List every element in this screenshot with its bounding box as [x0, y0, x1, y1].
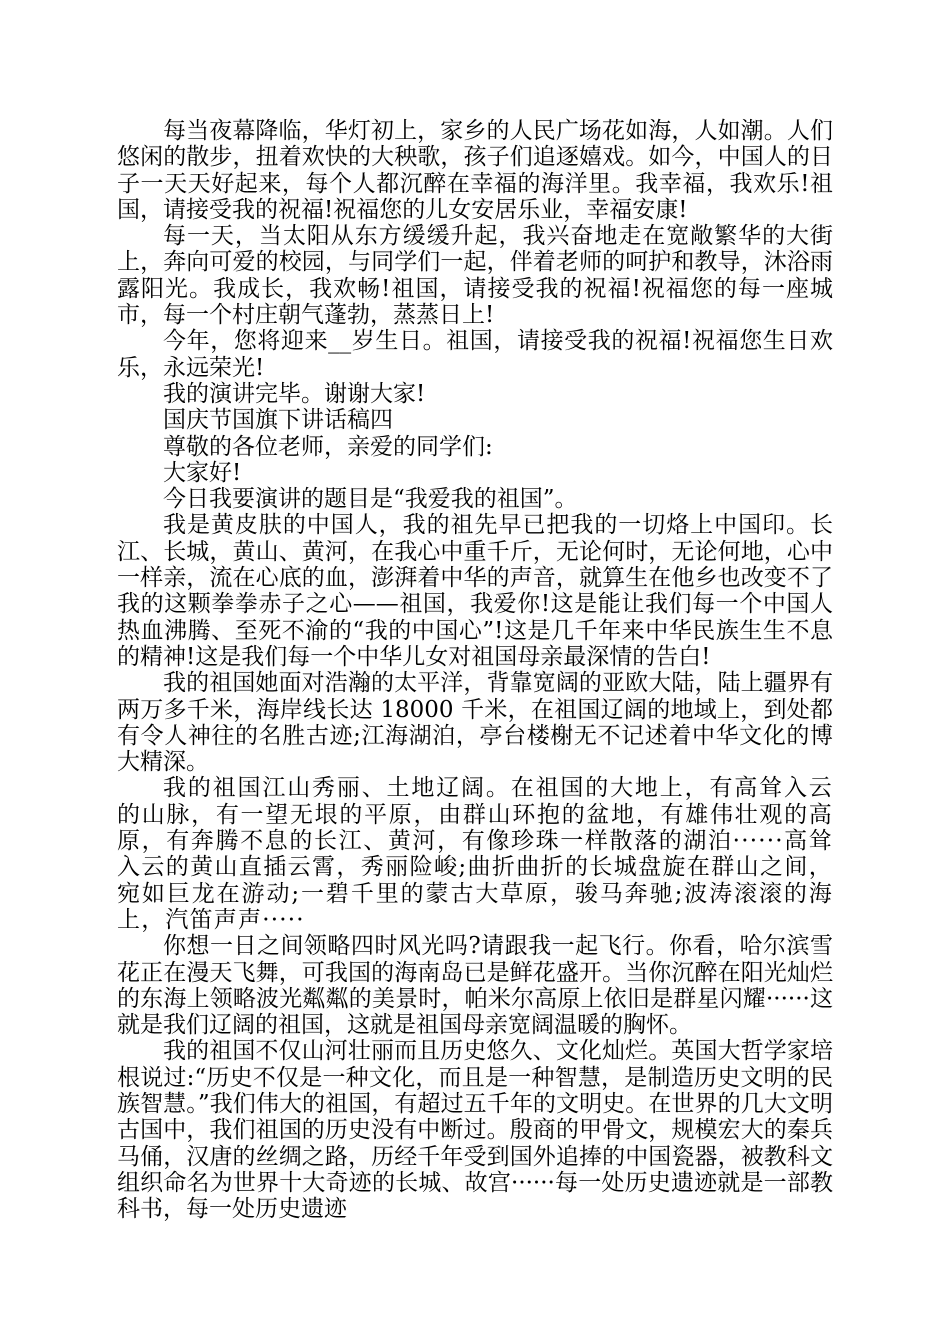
salutation: 尊敬的各位老师，亲爱的同学们:	[163, 433, 493, 460]
paragraph: 你想一日之间领略四时风光吗?请跟我一起飞行。你看，哈尔滨雪花正在漫天飞舞，可我国的海南岛已是鲜花盛开。当你沉醉在阳光灿烂的东海上领略波光粼粼的美景时，帕米尔高原上依旧是群星闪耀······这就是我们辽阔的祖国，这就是祖国母亲宽阔温暖的胸怀。	[117, 933, 833, 1039]
paragraph: 每一天，当太阳从东方缓缓升起，我兴奋地走在宽敞繁华的大街上，奔向可爱的校园，与同学们一起，伴着老师的呵护和教导，沐浴雨露阳光。我成长，我欢畅!祖国，请接受我的祝福!祝福您的每一座城市，每一个村庄朝气蓬勃，蒸蒸日上!	[117, 223, 833, 329]
paragraph: 今日我要演讲的题目是“我爱我的祖国”。	[163, 486, 578, 513]
paragraph: 今年，您将迎来__岁生日。祖国，请接受我的祝福!祝福您生日欢乐，永远荣光!	[117, 328, 833, 381]
paragraph: 我是黄皮肤的中国人，我的祖先早已把我的一切烙上中国印。长江、长城，黄山、黄河，在我心中重千斤，无论何时，无论何地，心中一样亲，流在心底的血，澎湃着中华的声音，就算生在他乡也改变不了我的这颗拳拳赤子之心——祖国，我爱你!这是能让我们每一个中国人热血沸腾、至死不渝的“我的中国心”!这是几千年来中华民族生生不息的精神!这是我们每一个中华儿女对祖国母亲最深情的告白!	[117, 512, 833, 670]
paragraph: 我的祖国不仅山河壮丽而且历史悠久、文化灿烂。英国大哲学家培根说过:“历史不仅是一种文化，而且是一种智慧，是制造历史文明的民族智慧。”我们伟大的祖国，有超过五千年的文明史。在世界的几大文明古国中，我们祖国的历史没有中断过。殷商的甲骨文，规模宏大的秦兵马俑，汉唐的丝绸之路，历经千年受到国外追捧的中国瓷器，被教科文组织命名为世界十大奇迹的长城、故宫······每一处历史遗迹就是一部教科书，每一处历史遗迹	[117, 1038, 833, 1223]
paragraph: 我的祖国她面对浩瀚的太平洋，背靠宽阔的亚欧大陆，陆上疆界有两万多千米，海岸线长达 18000 千米，在祖国辽阔的地域上，到处都有令人神往的名胜古迹;江海湖泊，亭台楼榭无不记述着中华文化的博大精深。	[117, 670, 833, 776]
document-body	[117, 118, 833, 1222]
greeting: 大家好!	[163, 459, 242, 486]
paragraph: 我的演讲完毕。谢谢大家!	[163, 380, 426, 407]
paragraph: 每当夜幕降临，华灯初上，家乡的人民广场花如海，人如潮。人们悠闲的散步，扭着欢快的大秧歌，孩子们追逐嬉戏。如今，中国人的日子一天天好起来，每个人都沉醉在幸福的海洋里。我幸福，我欢乐!祖国，请接受我的祝福!祝福您的儿女安居乐业，幸福安康!	[117, 118, 833, 223]
paragraph: 我的祖国江山秀丽、土地辽阔。在祖国的大地上，有高耸入云的山脉，有一望无垠的平原，由群山环抱的盆地，有雄伟壮观的高原，有奔腾不息的长江、黄河，有像珍珠一样散落的湖泊······高耸入云的黄山直插云霄，秀丽险峻;曲折曲折的长城盘旋在群山之间，宛如巨龙在游动;一碧千里的蒙古大草原，骏马奔驰;波涛滚滚的海上，汽笛声声·····	[117, 775, 833, 933]
section-heading: 国庆节国旗下讲话稿四	[163, 407, 393, 434]
